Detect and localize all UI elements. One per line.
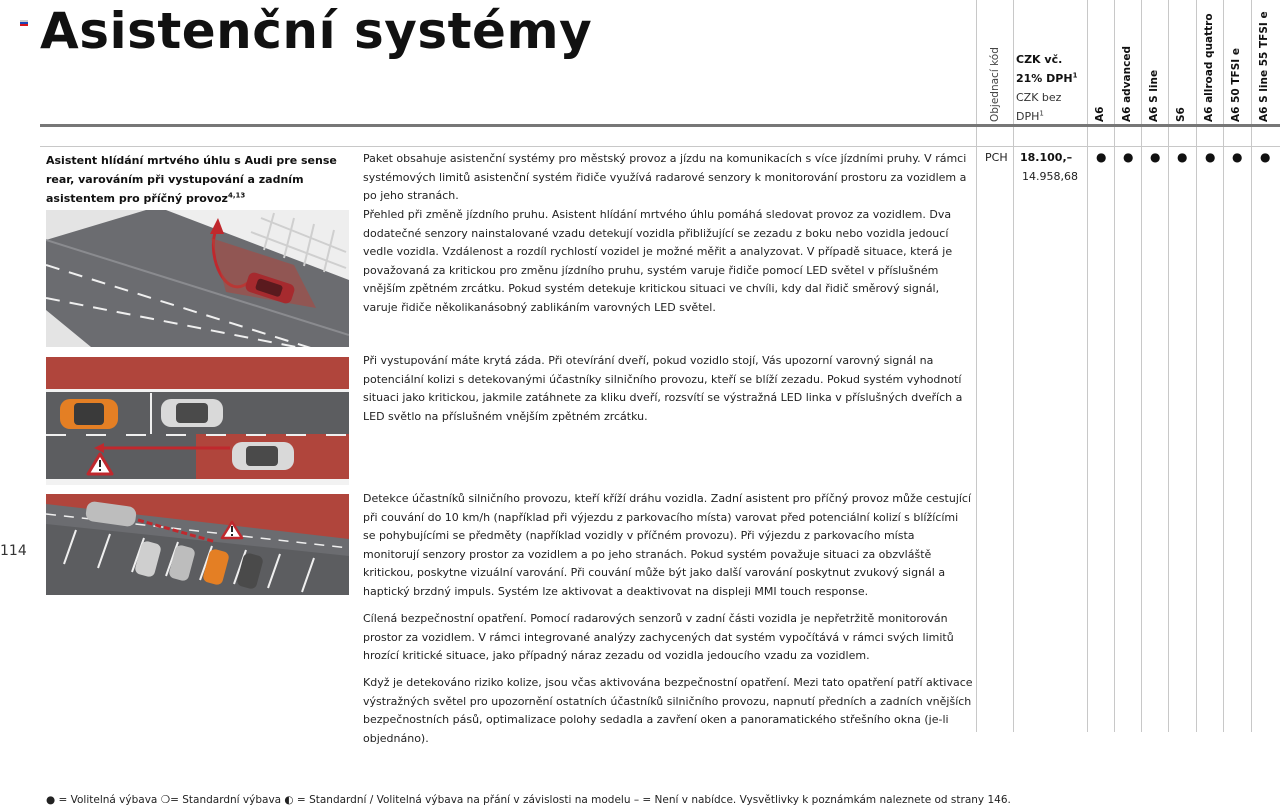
column-divider xyxy=(1251,0,1252,732)
column-divider xyxy=(1223,0,1224,732)
availability-dot-a6-s-line-55-tfsi-e: ● xyxy=(1260,150,1271,164)
item-title xyxy=(46,151,351,208)
availability-dot-a6-50-tfsi-e: ● xyxy=(1232,150,1243,164)
column-header-model: A6 xyxy=(1094,106,1106,122)
header-rule xyxy=(40,124,1280,127)
czech-flag-icon xyxy=(20,20,28,26)
description-paragraph: Detekce účastníků silničního provozu, kteří kříží dráhu vozidla. Zadní asistent pro příčný provoz může cestující při couvání do 10 km/h (například při výjezdu z parkovacího místa) varovat před potenciální kolizí s blížícími se pohybujícími se předměty (například vozidly v příčném provozu). Při výjezdu z parkovacího místa monitorují senzory prostor za vozidlem a po jeho stranách. Pokud systém považuje situaci za obzvláště kritickou, poskytne vizuální varování. Při couvání může být jako další varování poskytnut zvukový signál a haptický brzdný impuls. Systém lze aktivovat a deaktivovat na displeji MMI touch response. xyxy=(363,492,972,598)
column-divider xyxy=(1141,0,1142,732)
item-title-text: Asistent hlídání mrtvého úhlu s Audi pre sense rear, varováním při vystupování a zadním asistentem pro příčný provoz xyxy=(46,154,337,205)
column-header-model: A6 50 TFSI e xyxy=(1230,48,1242,122)
availability-dot-a6-allroad: ● xyxy=(1205,150,1216,164)
column-header-price xyxy=(1016,50,1088,126)
column-divider xyxy=(1196,0,1197,732)
illustration-exit-warning xyxy=(46,357,349,485)
page-number: 114 xyxy=(0,543,27,559)
availability-dot-a6: ● xyxy=(1096,150,1107,164)
footnote-mark: 4,13 xyxy=(227,191,246,200)
column-divider xyxy=(976,0,977,732)
price-excl-header: CZK bez DPH xyxy=(1016,91,1062,123)
column-divider xyxy=(1114,0,1115,732)
column-header-model: A6 S line xyxy=(1148,69,1160,122)
column-header-model: A6 S line 55 TFSI e xyxy=(1258,11,1270,122)
price-incl-header: CZK vč. 21% DPH xyxy=(1016,53,1073,85)
description-paragraph: Paket obsahuje asistenční systémy pro městský provoz a jízdu na komunikacích s více jízdními pruhy. V rámci systémových limitů asistenční systém řidiče využívá radarové senzory k monitorování prostoru za vozidlem a po jeho stranách. xyxy=(363,152,967,202)
legend: ● = Volitelná výbava ❍= Standardní výbava ◐ = Standardní / Volitelná výbava na přání v závislosti na modelu – = Není v nabídce. Vysvětlivky k poznámkám naleznete od strany 146. xyxy=(46,794,1011,806)
footnote-mark: 1 xyxy=(1072,71,1078,80)
description-paragraph: Přehled při změně jízdního pruhu. Asistent hlídání mrtvého úhlu pomáhá sledovat provoz za vozidlem. Dva dodatečné senzory nainstalované vzadu detekují vozidla přibližující se zezadu z boku nebo vozidla jedoucí vedle vozidla. Vzdálenost a rozdíl rychlostí vozidel je možné měřit a analyzovat. V případě situace, která je považovaná za kritickou pro změnu jízdního pruhu, systém varuje řidiče pomocí LED světel v příslušném vnějším zpětném zrcátku. Pokud systém detekuje kritickou situaci ve chvíli, kdy dal řidič směrový signál, varuje řidiče několikanásobný zablikáním varovných LED světel. xyxy=(363,208,953,314)
price-incl-vat: 18.100,– xyxy=(1020,151,1073,164)
footnote-mark: 1 xyxy=(1039,109,1044,118)
illustration-lane-change xyxy=(46,210,349,347)
column-divider xyxy=(1013,0,1014,732)
column-header-order-code: Objednací kód xyxy=(989,47,1001,122)
column-header-model: A6 allroad quattro xyxy=(1203,13,1215,122)
column-divider xyxy=(1168,0,1169,732)
row-rule xyxy=(40,146,1280,147)
price-excl-vat: 14.958,68 xyxy=(1022,170,1078,183)
availability-dot-s6: ● xyxy=(1177,150,1188,164)
description-paragraph: Když je detekováno riziko kolize, jsou včas aktivována bezpečnostní opatření. Mezi tato opatření patří aktivace výstražných světel pro upozornění ostatních účastníků silničního provozu, napnutí předních a zadních vnějších bezpečnostních pásů, optimalizace polohy sedadla a zavření oken a panoramatického střešního okna (je-li objednáno). xyxy=(363,676,973,745)
description-paragraph: Při vystupování máte krytá záda. Při otevírání dveří, pokud vozidlo stojí, Vás upozorní varovný signál na potenciální kolizi s detekovanými účastníky silničního provozu, kteří se blíží zezadu. Pokud systém vyhodnotí situaci jako kritickou, jakmile zatáhnete za kliku dveří, rozsvítí se výstražná LED linka v příslušných dveřích a LED světlo na příslušném vnějším zpětném zrcátku. xyxy=(363,354,963,423)
illustration-rear-cross-traffic xyxy=(46,494,349,595)
order-code: PCH xyxy=(985,151,1008,164)
availability-dot-a6-advanced: ● xyxy=(1123,150,1134,164)
description-paragraph: Cílená bezpečnostní opatření. Pomocí radarových senzorů v zadní části vozidla je nepřetržitě monitorován prostor za vozidlem. V rámci integrované analýzy zachycených dat systém vypočítává v rámci svých limitů hrozící kritické situace, jako případný náraz zezadu od vozidla jedoucího vzadu za vozidlem. xyxy=(363,612,954,662)
column-header-model: A6 advanced xyxy=(1121,46,1133,122)
availability-dot-a6-s-line: ● xyxy=(1150,150,1161,164)
column-header-model: S6 xyxy=(1175,107,1187,122)
page-title: Asistenční systémy xyxy=(40,2,593,60)
